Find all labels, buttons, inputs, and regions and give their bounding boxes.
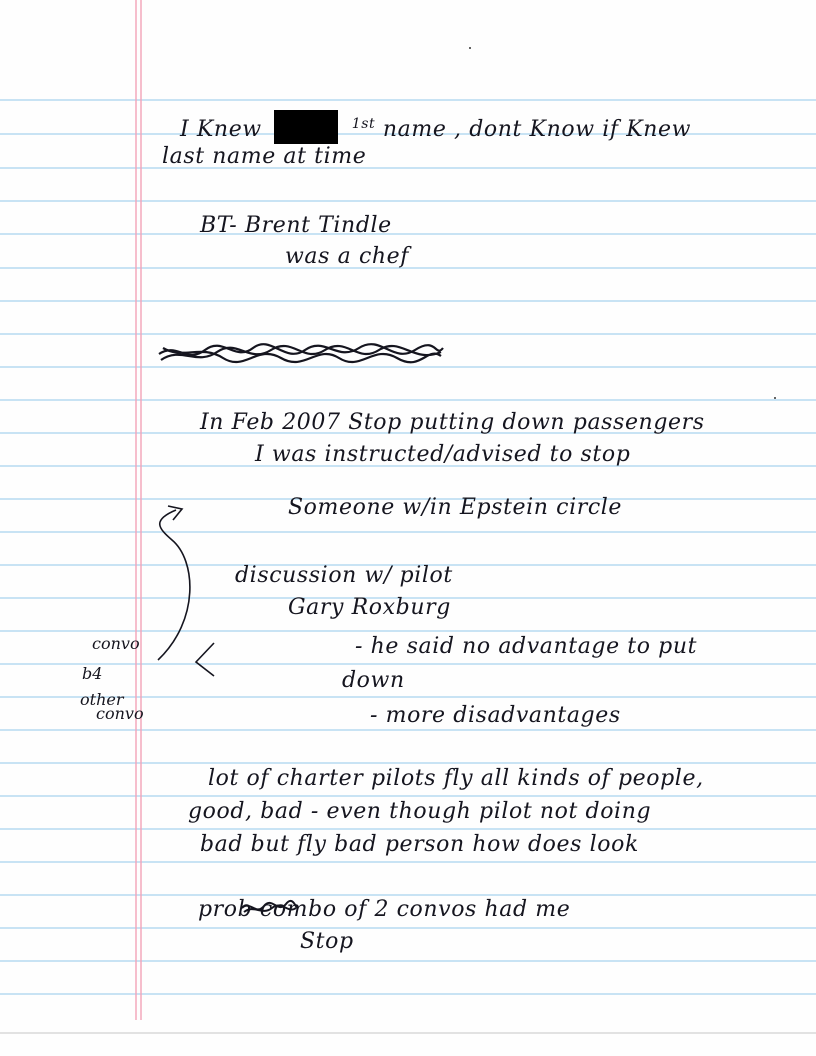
note-line-9: Gary Roxburg [288,595,451,620]
note-line-12: - more disadvantages [370,703,621,728]
note-line-13: lot of charter pilots fly all kinds of people, [208,766,704,791]
superscript-text: 1st [351,116,376,132]
note-text: name , dont Know if Knew [382,117,692,142]
note-line-11: down [342,668,405,693]
note-line-2: last name at time [162,144,367,169]
margin-note-convo: convo [92,634,140,653]
note-line-3: BT- Brent Tindle [200,213,392,238]
note-line-8: discussion w/ pilot [235,563,453,588]
note-text: I Knew [180,117,262,142]
note-text: prob combo of 2 convos had me [198,897,571,922]
page-bottom-edge [0,1032,816,1034]
note-line-6: I was instructed/advised to stop [255,442,631,467]
note-line-7: Someone w/in Epstein circle [288,495,623,520]
margin-note-convo-2: convo [96,704,144,723]
note-line-10: - he said no advantage to put [355,634,698,659]
note-line-5: In Feb 2007 Stop putting down passengers [200,410,705,435]
note-line-14: good, bad - even though pilot not doing [188,799,652,824]
note-line-15: bad but fly bad person how does look [200,832,639,857]
margin-note-b4: b4 [82,664,103,683]
note-line-4: was a chef [285,244,409,269]
note-line-17: Stop [300,929,354,954]
margin-note-other: other [80,690,124,709]
